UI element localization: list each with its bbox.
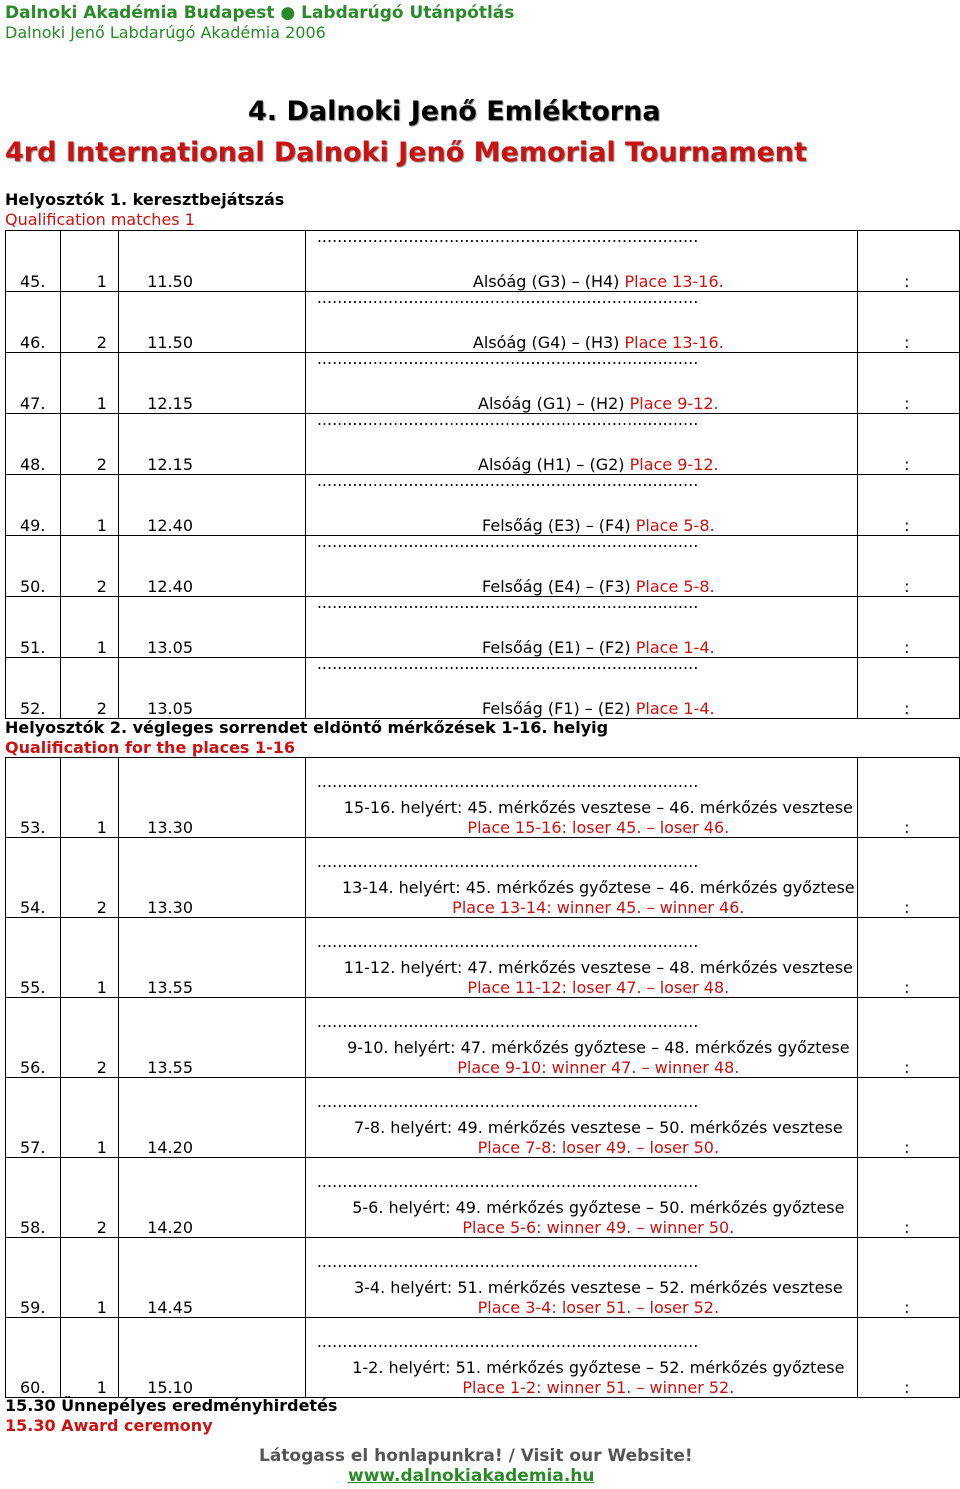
table-row — [6, 918, 960, 998]
match-time: 14.20 — [147, 1218, 193, 1237]
table-row — [6, 998, 960, 1078]
section2-heading-hu: Helyosztók 2. végleges sorrendet eldöntő mérkőzések 1-16. helyig — [5, 718, 609, 737]
match-en: Place 1-4. — [635, 699, 715, 718]
match-label — [306, 699, 891, 718]
match-hu: Felsőág (F1) – (E2) — [482, 699, 631, 718]
score-colon: : — [904, 699, 910, 718]
match-time: 13.05 — [147, 638, 193, 657]
match-time: 13.55 — [147, 1058, 193, 1077]
match-time: 11.50 — [147, 333, 193, 352]
match-en: Place 13-16. — [624, 333, 724, 352]
score-colon: : — [904, 1058, 910, 1077]
table-row — [6, 758, 960, 838]
court-number: 2 — [96, 699, 107, 718]
match-en: Place 9-12. — [629, 394, 719, 413]
section1-heading-en: Qualification matches 1 — [5, 210, 195, 229]
match-en: Place 1-4. — [635, 638, 715, 657]
match-en: Place 13-14: winner 45. – winner 46. — [452, 898, 745, 917]
table-row — [6, 838, 960, 918]
score-colon: : — [904, 577, 910, 596]
score-dots: ........................................................................... — [316, 772, 699, 791]
sub-line: Dalnoki Jenő Labdarúgó Akadémia 2006 — [5, 23, 326, 42]
score-colon: : — [904, 1298, 910, 1317]
table-row — [6, 1158, 960, 1238]
score-dots: ........................................................................... — [316, 349, 699, 368]
match-en: Place 1-2: winner 51. – winner 52. — [462, 1378, 735, 1397]
title-en: 4rd International Dalnoki Jenő Memorial Tournament — [5, 137, 807, 168]
score-colon: : — [904, 898, 910, 917]
match-time: 15.10 — [147, 1378, 193, 1397]
table-row — [6, 597, 960, 658]
match-time: 13.30 — [147, 898, 193, 917]
table-row — [6, 475, 960, 536]
table-row — [6, 536, 960, 597]
match-number: 54. — [20, 898, 46, 917]
court-number: 2 — [96, 1058, 107, 1077]
qualification-table-2 — [5, 757, 960, 1398]
website-link[interactable]: www.dalnokiakademia.hu — [348, 1466, 595, 1486]
court-number: 2 — [96, 333, 107, 352]
score-colon: : — [904, 394, 910, 413]
match-hu: Alsóág (H1) – (G2) — [478, 455, 625, 474]
qualification-table-1 — [5, 227, 960, 719]
court-number: 1 — [96, 638, 107, 657]
score-colon: : — [904, 516, 910, 535]
match-time: 14.20 — [147, 1138, 193, 1157]
table-row — [6, 1078, 960, 1158]
match-hu: 3-4. helyért: 51. mérkőzés vesztese – 52. mérkőzés vesztese — [353, 1278, 843, 1297]
match-time: 11.50 — [147, 272, 193, 291]
court-number: 1 — [96, 818, 107, 837]
match-en: Place 5-6: winner 49. – winner 50. — [462, 1218, 735, 1237]
match-number: 49. — [20, 516, 46, 535]
match-number: 59. — [20, 1298, 46, 1317]
table-row — [6, 414, 960, 475]
ceremony-hu: 15.30 Ünnepélyes eredményhirdetés — [5, 1396, 338, 1415]
match-en: Place 3-4: loser 51. – loser 52. — [477, 1298, 720, 1317]
table-row — [6, 1238, 960, 1318]
match-en: Place 11-12: loser 47. – loser 48. — [467, 978, 730, 997]
match-en: Place 5-8. — [635, 516, 715, 535]
table-row — [6, 1318, 960, 1398]
score-colon: : — [904, 638, 910, 657]
match-hu: Alsóág (G1) – (H2) — [478, 394, 625, 413]
match-en: Place 9-12. — [629, 455, 719, 474]
score-dots: ........................................................................... — [316, 1172, 699, 1191]
match-hu: Felsőág (E3) – (F4) — [482, 516, 631, 535]
match-en: Place 7-8: loser 49. – loser 50. — [477, 1138, 720, 1157]
match-number: 58. — [20, 1218, 46, 1237]
org-line: Dalnoki Akadémia Budapest ● Labdarúgó Utánpótlás — [5, 3, 515, 23]
table-row — [6, 658, 960, 719]
match-hu: 7-8. helyért: 49. mérkőzés vesztese – 50. mérkőzés vesztese — [353, 1118, 843, 1137]
score-colon: : — [904, 978, 910, 997]
match-time: 14.45 — [147, 1298, 193, 1317]
score-colon: : — [904, 1218, 910, 1237]
match-number: 46. — [20, 333, 46, 352]
score-dots: ........................................................................... — [316, 288, 699, 307]
match-hu: 13-14. helyért: 45. mérkőzés győztese – 46. mérkőzés győztese — [342, 878, 855, 897]
score-dots: ........................................................................... — [316, 1092, 699, 1111]
court-number: 2 — [96, 898, 107, 917]
match-hu: Felsőág (E4) – (F3) — [482, 577, 631, 596]
match-hu: 1-2. helyért: 51. mérkőzés győztese – 52. mérkőzés győztese — [352, 1358, 845, 1377]
match-hu: Felsőág (E1) – (F2) — [482, 638, 631, 657]
score-dots: ........................................................................... — [316, 1012, 699, 1031]
score-colon: : — [904, 1378, 910, 1397]
match-time: 13.05 — [147, 699, 193, 718]
match-hu: 9-10. helyért: 47. mérkőzés győztese – 48. mérkőzés győztese — [347, 1038, 850, 1057]
score-dots: ........................................................................... — [316, 654, 699, 673]
match-number: 53. — [20, 818, 46, 837]
match-number: 50. — [20, 577, 46, 596]
score-dots: ........................................................................... — [316, 852, 699, 871]
match-hu: 15-16. helyért: 45. mérkőzés vesztese – 46. mérkőzés vesztese — [343, 798, 853, 817]
match-number: 57. — [20, 1138, 46, 1157]
table-row — [6, 353, 960, 414]
court-number: 1 — [96, 272, 107, 291]
court-number: 2 — [96, 1218, 107, 1237]
match-en: Place 13-16. — [624, 272, 724, 291]
section1-heading-hu: Helyosztók 1. keresztbejátszás — [5, 190, 285, 209]
match-number: 48. — [20, 455, 46, 474]
score-dots: ........................................................................... — [316, 410, 699, 429]
score-colon: : — [904, 455, 910, 474]
match-en: Place 9-10: winner 47. – winner 48. — [457, 1058, 740, 1077]
court-number: 1 — [96, 1298, 107, 1317]
court-number: 2 — [96, 577, 107, 596]
match-number: 52. — [20, 699, 46, 718]
court-number: 2 — [96, 455, 107, 474]
match-en: Place 15-16: loser 45. – loser 46. — [467, 818, 730, 837]
section2-heading-en: Qualification for the places 1-16 — [5, 738, 296, 757]
match-number: 51. — [20, 638, 46, 657]
match-hu: 11-12. helyért: 47. mérkőzés vesztese – 48. mérkőzés vesztese — [343, 958, 853, 977]
score-dots: ........................................................................... — [316, 1252, 699, 1271]
match-number: 45. — [20, 272, 46, 291]
score-colon: : — [904, 818, 910, 837]
match-en: Place 5-8. — [635, 577, 715, 596]
match-time: 13.55 — [147, 978, 193, 997]
match-number: 56. — [20, 1058, 46, 1077]
score-dots: ........................................................................... — [316, 227, 699, 246]
match-hu: 5-6. helyért: 49. mérkőzés győztese – 50. mérkőzés győztese — [352, 1198, 845, 1217]
court-number: 1 — [96, 1138, 107, 1157]
score-dots: ........................................................................... — [316, 932, 699, 951]
table-row — [6, 231, 960, 292]
match-number: 60. — [20, 1378, 46, 1397]
match-hu: Alsóág (G4) – (H3) — [472, 333, 620, 352]
score-dots: ........................................................................... — [316, 593, 699, 612]
match-number: 55. — [20, 978, 46, 997]
ceremony-en: 15.30 Award ceremony — [5, 1416, 213, 1435]
score-dots: ........................................................................... — [316, 532, 699, 551]
score-colon: : — [904, 272, 910, 291]
match-time: 12.15 — [147, 394, 193, 413]
match-time: 13.30 — [147, 818, 193, 837]
match-number: 47. — [20, 394, 46, 413]
match-time: 12.40 — [147, 516, 193, 535]
score-dots: ........................................................................... — [316, 471, 699, 490]
match-hu: Alsóág (G3) – (H4) — [472, 272, 620, 291]
visit-text: Látogass el honlapunkra! / Visit our Website! — [259, 1446, 693, 1466]
court-number: 1 — [96, 394, 107, 413]
score-dots: ........................................................................... — [316, 1332, 699, 1351]
court-number: 1 — [96, 1378, 107, 1397]
score-colon: : — [904, 1138, 910, 1157]
court-number: 1 — [96, 978, 107, 997]
table-row — [6, 292, 960, 353]
court-number: 1 — [96, 516, 107, 535]
title-hu: 4. Dalnoki Jenő Emléktorna — [248, 96, 661, 127]
match-time: 12.40 — [147, 577, 193, 596]
score-colon: : — [904, 333, 910, 352]
match-time: 12.15 — [147, 455, 193, 474]
